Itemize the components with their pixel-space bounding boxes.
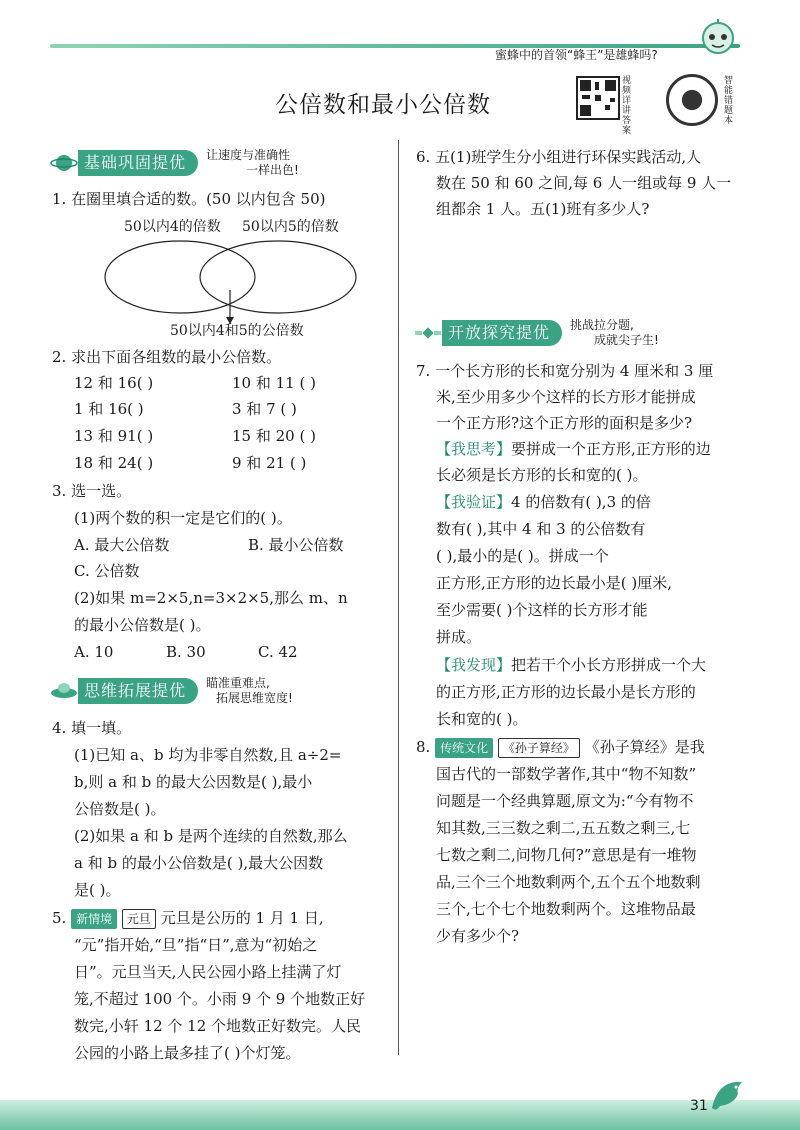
q7-line[interactable]: 长和宽的( )。 xyxy=(436,710,528,728)
venn-diagram[interactable] xyxy=(100,235,360,325)
question-2: 2. 求出下面各组数的最小公倍数。 xyxy=(52,348,282,366)
q3-option-b[interactable]: B. 30 xyxy=(166,643,206,661)
q8-line: 国古代的一部数学著作,其中“物不知数” xyxy=(436,765,697,783)
section-title: 开放探究提优 xyxy=(442,320,562,346)
page-number: 31 xyxy=(690,1098,708,1114)
q7-line: 拼成。 xyxy=(436,628,482,646)
q7-line: 米,至少用多少个这样的长方形才能拼成 xyxy=(436,388,696,406)
q2-item[interactable]: 3 和 7 ( ) xyxy=(232,400,297,418)
q4-line: (2)如果 a 和 b 是两个连续的自然数,那么 xyxy=(74,827,348,845)
satellite-icon xyxy=(414,319,442,347)
robot-mascot-icon xyxy=(698,18,738,58)
section-title: 基础巩固提优 xyxy=(78,150,198,176)
q8-line: 品,三个三个地数剩两个,五个五个地数剩 xyxy=(436,873,701,891)
q4-line[interactable]: 公倍数是( )。 xyxy=(74,800,166,818)
q2-item[interactable]: 1 和 16( ) xyxy=(74,400,144,418)
venn-left-circle xyxy=(105,241,255,313)
question-6: 6. 五(1)班学生分小组进行环保实践活动,人 xyxy=(416,148,702,166)
q7-line[interactable]: ( ),最小的是( )。拼成一个 xyxy=(436,547,609,565)
q3-option-c[interactable]: C. 42 xyxy=(258,643,298,661)
q8-line: 少有多少个? xyxy=(436,927,520,945)
question-3: 3. 选一选。 xyxy=(52,482,132,500)
q4-line[interactable]: a 和 b 的最小公倍数是( ),最大公因数 xyxy=(74,854,324,872)
q7-line[interactable]: 正方形,正方形的边长最小是( )厘米, xyxy=(436,574,673,592)
venn-right-circle xyxy=(200,241,356,313)
q4-line: (1)已知 a、b 均为非零自然数,且 a÷2= xyxy=(74,746,342,764)
q7-think: 【我思考】要拼成一个正方形,正方形的边 xyxy=(436,440,711,458)
smart-error-book-icon[interactable] xyxy=(666,74,718,126)
tag-topic: 《孙子算经》 xyxy=(498,738,580,758)
question-7: 7. 一个长方形的长和宽分别为 4 厘米和 3 厘 xyxy=(416,362,714,380)
qr-label-video: 视频详讲答案 xyxy=(622,76,632,136)
header-question: 蜜蜂中的首领“蜂王”是雄蜂吗? xyxy=(495,48,658,62)
q3-option-a[interactable]: A. 10 xyxy=(74,643,114,661)
section-note: 让速度与准确性 一样出色! xyxy=(206,148,299,177)
q7-line: 一个正方形?这个正方形的面积是多少? xyxy=(436,414,693,432)
q4-line[interactable]: 是( )。 xyxy=(74,881,121,899)
section-explore xyxy=(414,318,659,348)
section-title: 思维拓展提优 xyxy=(78,678,198,704)
q5-line[interactable]: 公园的小路上最多挂了( )个灯笼。 xyxy=(74,1044,301,1062)
section-thinking xyxy=(50,676,293,706)
q8-line: 知其数,三三数之剩二,五五数之剩三,七 xyxy=(436,819,691,837)
section-note: 瞄准重难点, 拓展思维宽度! xyxy=(206,676,293,705)
qr-code-icon[interactable] xyxy=(576,76,620,120)
q3-part2-line: (2)如果 m=2×5,n=3×2×5,那么 m、n xyxy=(74,589,348,607)
q5-line: 数完,小轩 12 个 12 个地数正好数完。人民 xyxy=(74,1017,362,1035)
q2-item[interactable]: 15 和 20 ( ) xyxy=(232,427,316,445)
planet-icon xyxy=(50,149,78,177)
question-4: 4. 填一填。 xyxy=(52,719,132,737)
q4-line[interactable]: b,则 a 和 b 的最大公因数是( ),最小 xyxy=(74,773,313,791)
q3-option-b[interactable]: B. 最小公倍数 xyxy=(248,536,344,554)
q6-line: 组都余 1 人。五(1)班有多少人? xyxy=(436,200,650,218)
q2-item[interactable]: 10 和 11 ( ) xyxy=(232,374,316,392)
tag-traditional-culture: 传统文化 xyxy=(435,738,493,758)
q7-line[interactable]: 数有( ),其中 4 和 3 的公倍数有 xyxy=(436,520,646,538)
question-1: 1. 在圈里填合适的数。(50 以内包含 50) xyxy=(52,190,326,208)
q7-find: 【我发现】把若干个小长方形拼成一个大 xyxy=(436,656,707,674)
page-title: 公倍数和最小公倍数 xyxy=(275,92,491,118)
q5-line: “元”指开始,“旦”指“日”,意为“初始之 xyxy=(74,936,318,954)
q8-line: 问题是一个经典算题,原文为:“今有物不 xyxy=(436,792,694,810)
question-5: 5. 新情境 元旦 元旦是公历的 1 月 1 日, xyxy=(52,909,324,927)
q3-option-c[interactable]: C. 公倍数 xyxy=(74,562,140,580)
question-8: 8. 传统文化 《孙子算经》 《孙子算经》是我 xyxy=(416,738,705,756)
ufo-icon xyxy=(50,677,78,705)
q6-line: 数在 50 和 60 之间,每 6 人一组或每 9 人一 xyxy=(436,174,732,192)
tag-new-context: 新情境 xyxy=(71,909,117,929)
qr-label-errorbook: 智能错题本 xyxy=(724,76,734,126)
venn-right-label: 50以内5的倍数 xyxy=(242,219,339,235)
q7-line: 的正方形,正方形的边长最小是长方形的 xyxy=(436,683,696,701)
q2-item[interactable]: 12 和 16( ) xyxy=(74,374,154,392)
section-note: 挑战拉分题, 成就尖子生! xyxy=(570,318,659,347)
section-basic xyxy=(50,148,299,178)
q5-line: 笼,不超过 100 个。小雨 9 个 9 个地数正好 xyxy=(74,990,366,1008)
q2-item[interactable]: 9 和 21 ( ) xyxy=(232,454,307,472)
footer-band xyxy=(0,1100,800,1130)
q3-option-a[interactable]: A. 最大公倍数 xyxy=(74,536,170,554)
q7-verify[interactable]: 【我验证】4 的倍数有( ),3 的倍 xyxy=(436,493,651,511)
venn-bottom-label: 50以内4和5的公倍数 xyxy=(170,323,304,339)
q5-line: 日”。元旦当天,人民公园小路上挂满了灯 xyxy=(74,963,342,981)
q2-item[interactable]: 13 和 91( ) xyxy=(74,427,154,445)
column-divider xyxy=(398,140,399,1055)
dolphin-icon xyxy=(706,1074,752,1120)
q8-line: 七数之剩二,问物几何?”意思是有一堆物 xyxy=(436,846,697,864)
q7-line[interactable]: 至少需要( )个这样的长方形才能 xyxy=(436,601,648,619)
q2-item[interactable]: 18 和 24( ) xyxy=(74,454,154,472)
q8-line: 三个,七个七个地数剩两个。这堆物品最 xyxy=(436,900,696,918)
q3-part2-line[interactable]: 的最小公倍数是( )。 xyxy=(74,616,211,634)
q7-line[interactable]: 长必须是长方形的长和宽的( )。 xyxy=(436,466,648,484)
venn-left-label: 50以内4的倍数 xyxy=(124,219,221,235)
tag-topic: 元旦 xyxy=(122,909,156,929)
q3-part1[interactable]: (1)两个数的积一定是它们的( )。 xyxy=(74,509,292,527)
